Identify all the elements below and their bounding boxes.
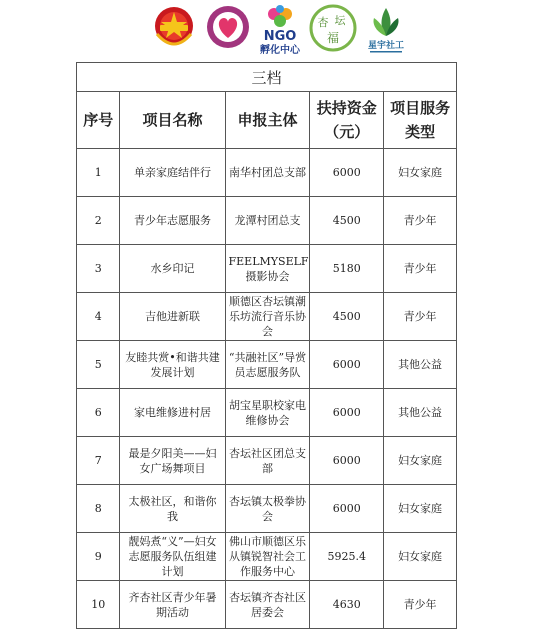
svg-text:孵化中心: 孵化中心	[260, 45, 300, 56]
cell-type: 青少年	[384, 245, 457, 293]
ngo-incubation-center-logo	[258, 4, 302, 56]
header-name: 项目名称	[120, 92, 225, 149]
cell-name: 青少年志愿服务	[120, 197, 225, 245]
table-title-row	[77, 63, 457, 92]
cell-name: 齐杏社区青少年暑期活动	[120, 581, 225, 629]
cell-no: 6	[77, 389, 120, 437]
cell-money: 6000	[310, 437, 384, 485]
xingyu-social-work-logo	[366, 4, 406, 56]
youth-league-emblem-logo	[152, 4, 196, 54]
cell-money: 4630	[310, 581, 384, 629]
logo-bar	[0, 0, 533, 62]
cell-org: 佛山市顺德区乐从镇锐智社会工作服务中心	[225, 533, 310, 581]
svg-text:坛: 坛	[334, 14, 346, 27]
header-no: 序号	[77, 92, 120, 149]
cell-money: 6000	[310, 149, 384, 197]
cell-no: 4	[77, 293, 120, 341]
cell-money: 6000	[310, 485, 384, 533]
table-title: 三档	[77, 63, 457, 92]
cell-money: 6000	[310, 341, 384, 389]
table-row	[77, 485, 457, 533]
svg-text:NGO: NGO	[263, 29, 297, 44]
cell-name: 水乡印记	[120, 245, 225, 293]
cell-no: 7	[77, 437, 120, 485]
header-org: 申报主体	[225, 92, 310, 149]
cell-money: 5180	[310, 245, 384, 293]
cell-name: 单亲家庭结伴行	[120, 149, 225, 197]
cell-org: FEELMYSELF 摄影协会	[225, 245, 310, 293]
cell-type: 妇女家庭	[384, 149, 457, 197]
table-row	[77, 581, 457, 629]
cell-money: 6000	[310, 389, 384, 437]
header-type: 项目服务类型	[384, 92, 457, 149]
table-row	[77, 197, 457, 245]
cell-type: 妇女家庭	[384, 437, 457, 485]
cell-money: 5925.4	[310, 533, 384, 581]
cell-type: 妇女家庭	[384, 533, 457, 581]
cell-org: 顺德区杏坛镇潮乐坊流行音乐协会	[225, 293, 310, 341]
table-row	[77, 341, 457, 389]
cell-no: 9	[77, 533, 120, 581]
cell-org: 杏坛社区团总支部	[225, 437, 310, 485]
cell-no: 3	[77, 245, 120, 293]
table-row	[77, 437, 457, 485]
cell-no: 10	[77, 581, 120, 629]
cell-type: 青少年	[384, 293, 457, 341]
cell-type: 青少年	[384, 197, 457, 245]
table-header-row	[77, 92, 457, 149]
table-row	[77, 533, 457, 581]
cell-org: 杏坛镇齐杏社区居委会	[225, 581, 310, 629]
cell-org: 杏坛镇太极拳协会	[225, 485, 310, 533]
cell-no: 2	[77, 197, 120, 245]
cell-type: 其他公益	[384, 341, 457, 389]
cell-name: 最是夕阳美——妇女广场舞项目	[120, 437, 225, 485]
xingtan-logo	[309, 4, 357, 54]
svg-text:杏: 杏	[317, 16, 329, 29]
women-federation-logo	[205, 4, 251, 52]
cell-no: 5	[77, 341, 120, 389]
cell-name: 太极社区，和谐你我	[120, 485, 225, 533]
cell-org: 胡宝星职校家电维修协会	[225, 389, 310, 437]
svg-text:福: 福	[326, 31, 340, 45]
cell-org: “共融社区”导赏员志愿服务队	[225, 341, 310, 389]
cell-name: 靓妈煮“义”—妇女志愿服务队伍组建计划	[120, 533, 225, 581]
header-money: 扶持资金（元）	[310, 92, 384, 149]
cell-type: 妇女家庭	[384, 485, 457, 533]
table-row	[77, 245, 457, 293]
cell-no: 1	[77, 149, 120, 197]
table-row	[77, 149, 457, 197]
project-table	[76, 62, 457, 629]
cell-money: 4500	[310, 197, 384, 245]
cell-name: 吉他进新联	[120, 293, 225, 341]
table-row	[77, 389, 457, 437]
svg-text:星宇社工: 星宇社工	[367, 41, 405, 51]
cell-name: 友睦共赏•和谐共建发展计划	[120, 341, 225, 389]
cell-name: 家电维修进村居	[120, 389, 225, 437]
table-row	[77, 293, 457, 341]
cell-org: 南华村团总支部	[225, 149, 310, 197]
cell-org: 龙潭村团总支	[225, 197, 310, 245]
cell-type: 其他公益	[384, 389, 457, 437]
cell-money: 4500	[310, 293, 384, 341]
cell-no: 8	[77, 485, 120, 533]
cell-type: 青少年	[384, 581, 457, 629]
